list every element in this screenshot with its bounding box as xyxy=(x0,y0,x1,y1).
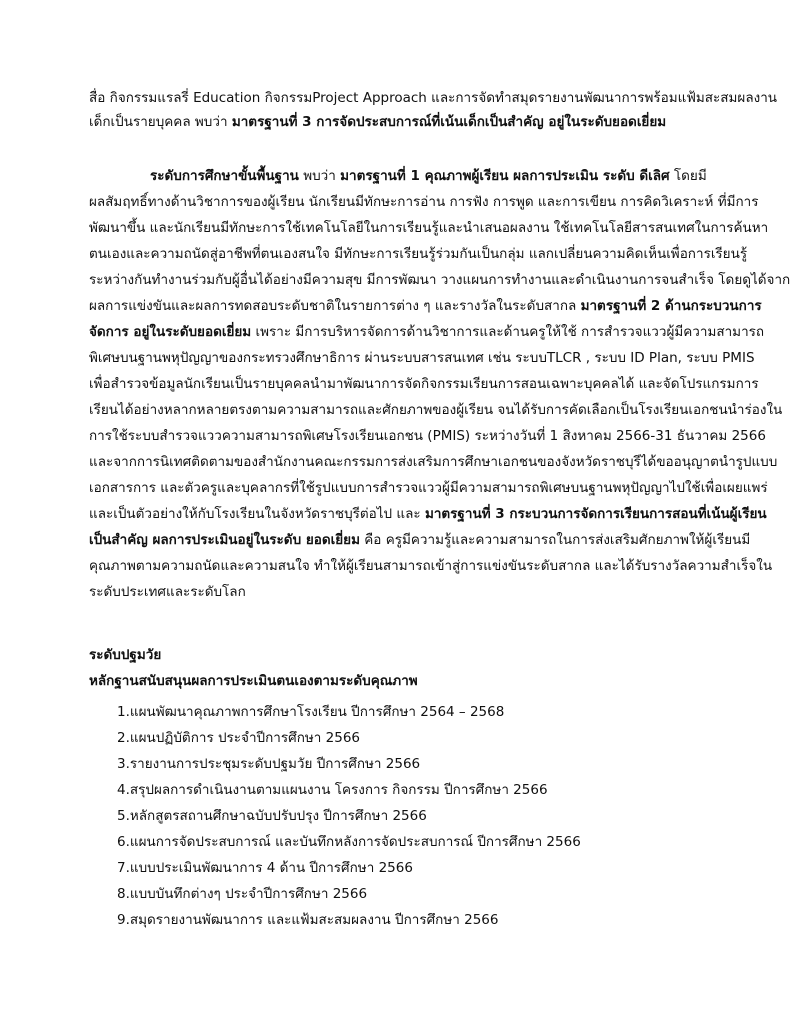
intro-line-2-text: เด็กเป็นรายบุคคล พบว่า xyxy=(89,114,232,130)
early-heading: ระดับปฐมวัย xyxy=(89,647,162,663)
basic-line-9: เรียนได้อย่างหลากหลายตรงตามความสามารถและศักยภาพของผู้เรียน จนได้รับการคัดเลือกเป็นโรงเรียนเอกชนนำร่องใน xyxy=(89,402,783,418)
basic-lead-text: พบว่า xyxy=(298,168,341,184)
basic-line-6-text: เพราะ มีการบริหารจัดการด้านวิชาการและด้านครูให้ใช้ การสำรวจแววผู้มีความสามารถ xyxy=(251,324,765,340)
basic-standard-1: มาตรฐานที่ 1 คุณภาพผู้เรียน ผลการประเมิน ระดับ ดีเลิศ xyxy=(340,168,670,184)
basic-line-8: เพื่อสำรวจข้อมูลนักเรียนเป็นรายบุคคลนำมาพัฒนาการจัดกิจกรรมเรียนการสอนเฉพาะบุคคลได้ และจัดโปรแกรมการ xyxy=(89,376,759,392)
evidence-item-4: 4.สรุปผลการดำเนินงานตามแผนงาน โครงการ กิจกรรม ปีการศึกษา 2566 xyxy=(117,782,548,798)
evidence-item-2: 2.แผนปฏิบัติการ ประจำปีการศึกษา 2566 xyxy=(117,730,360,746)
evidence-item-8: 8.แบบบันทึกต่างๆ ประจำปีการศึกษา 2566 xyxy=(117,886,368,902)
basic-line-2: พัฒนาขึ้น และนักเรียนมีทักษะการใช้เทคโนโลยีในการเรียนรู้และนำเสนอผลงาน ใช้เทคโนโลยีสารสนเทศในการค้นหา xyxy=(89,220,769,236)
evidence-item-3: 3.รายงานการประชุมระดับปฐมวัย ปีการศึกษา 2566 xyxy=(117,756,421,772)
evidence-item-7: 7.แบบประเมินพัฒนาการ 4 ด้าน ปีการศึกษา 2566 xyxy=(117,860,413,876)
intro-line-2 xyxy=(89,112,743,132)
evidence-item-1: 1.แผนพัฒนาคุณภาพการศึกษาโรงเรียน ปีการศึกษา 2564 – 2568 xyxy=(117,704,505,720)
basic-line-5-text: ผลการแข่งขันและผลการทดสอบระดับชาติในรายการต่าง ๆ และรางวัลในระดับสากล xyxy=(89,298,581,314)
basic-standard-3-result: เป็นสำคัญ ผลการประเมินอยู่ในระดับ ยอดเยี่ยม xyxy=(89,532,360,548)
basic-lead-line xyxy=(150,166,743,186)
basic-line-7: พิเศษบนฐานพหุปัญญาของกระทรวงศึกษาธิการ ผ่านระบบสารสนเทศ เช่น ระบบTLCR , ระบบ ID Plan, ระบบ PMIS xyxy=(89,350,755,366)
evidence-item-6: 6.แผนการจัดประสบการณ์ และบันทึกหลังการจัดประสบการณ์ ปีการศึกษา 2566 xyxy=(117,834,581,850)
basic-line-6 xyxy=(89,322,765,342)
basic-line-13-text: และเป็นตัวอย่างให้กับโรงเรียนในจังหวัดราชบุรีต่อไป และ xyxy=(89,506,425,522)
basic-line-5 xyxy=(89,296,762,316)
basic-line-13 xyxy=(89,504,767,524)
intro-standard-3: มาตรฐานที่ 3 การจัดประสบการณ์ที่เน้นเด็กเป็นสำคัญ อยู่ในระดับยอดเยี่ยม xyxy=(231,114,667,130)
basic-line-3: ตนเองและความถนัดสู่อาชีพที่ตนเองสนใจ มีทักษะการเรียนรู้ร่วมกันเป็นกลุ่ม แลกเปลี่ยนความคิดเห็นเพื่อการเรียนรู้ xyxy=(89,246,748,262)
basic-line-1: ผลสัมฤทธิ์ทางด้านวิชาการของผู้เรียน นักเรียนมีทักษะการอ่าน การฟัง การพูด และการเขียน การคิดวิเคราะห์ ที่มีการ xyxy=(89,194,759,210)
basic-line-12: เอกสารการ และตัวครูและบุคลากรที่ใช้รูปแบบการสำรวจแววผู้มีความสามารถพิเศษบนฐานพหุปัญญาไปใช้เพื่อเผยแพร่ xyxy=(89,480,768,496)
basic-line-14-text: คือ ครูมีความรู้และความสามารถในการส่งเสริมศักยภาพให้ผู้เรียนมี xyxy=(359,532,751,548)
intro-line-1: สื่อ กิจกรรมแรลรี่ Education กิจกรรมProject Approach และการจัดทำสมุดรายงานพัฒนาการพร้อมแฟ้มสะสมผลงาน xyxy=(89,90,778,106)
early-subheading: หลักฐานสนับสนุนผลการประเมินตนเองตามระดับคุณภาพ xyxy=(89,673,418,689)
basic-heading: ระดับการศึกษาขั้นพื้นฐาน xyxy=(150,168,299,184)
basic-std1-tail: โดยมี xyxy=(669,168,707,184)
evidence-item-9: 9.สมุดรายงานพัฒนาการ และแฟ้มสะสมผลงาน ปีการศึกษา 2566 xyxy=(117,912,499,928)
basic-line-14 xyxy=(89,530,751,550)
basic-standard-3: มาตรฐานที่ 3 กระบวนการจัดการเรียนการสอนที่เน้นผู้เรียน xyxy=(424,506,767,522)
basic-standard-2: มาตรฐานที่ 2 ด้านกระบวนการ xyxy=(580,298,762,314)
basic-line-11: และจากการนิเทศติดตามของสำนักงานคณะกรรมการส่งเสริมการศึกษาเอกชนของจังหวัดราชบุรีได้ขออนุญาตนำรูปแบบ xyxy=(89,454,778,470)
basic-line-4: ระหว่างกันทำงานร่วมกับผู้อื่นได้อย่างมีความสุข มีการพัฒนา วางแผนการทำงานและดำเนินงานการจนสำเร็จ โดยดูได้จาก xyxy=(89,272,791,288)
basic-line-10: การใช้ระบบสำรวจแววความสามารถพิเศษโรงเรียนเอกชน (PMIS) ระหว่างวันที่ 1 สิงหาคม 2566-31 ธันวาคม 2566 xyxy=(89,428,766,444)
basic-line-16: ระดับประเทศและระดับโลก xyxy=(89,584,246,600)
basic-line-15: คุณภาพตามความถนัดและความสนใจ ทำให้ผู้เรียนสามารถเข้าสู่การแข่งขันระดับสากล และได้รับรางวัลความสำเร็จใน xyxy=(89,558,773,574)
evidence-item-5: 5.หลักสูตรสถานศึกษาฉบับปรับปรุง ปีการศึกษา 2566 xyxy=(117,808,427,824)
basic-standard-2-result: จัดการ อยู่ในระดับยอดเยี่ยม xyxy=(89,324,252,340)
